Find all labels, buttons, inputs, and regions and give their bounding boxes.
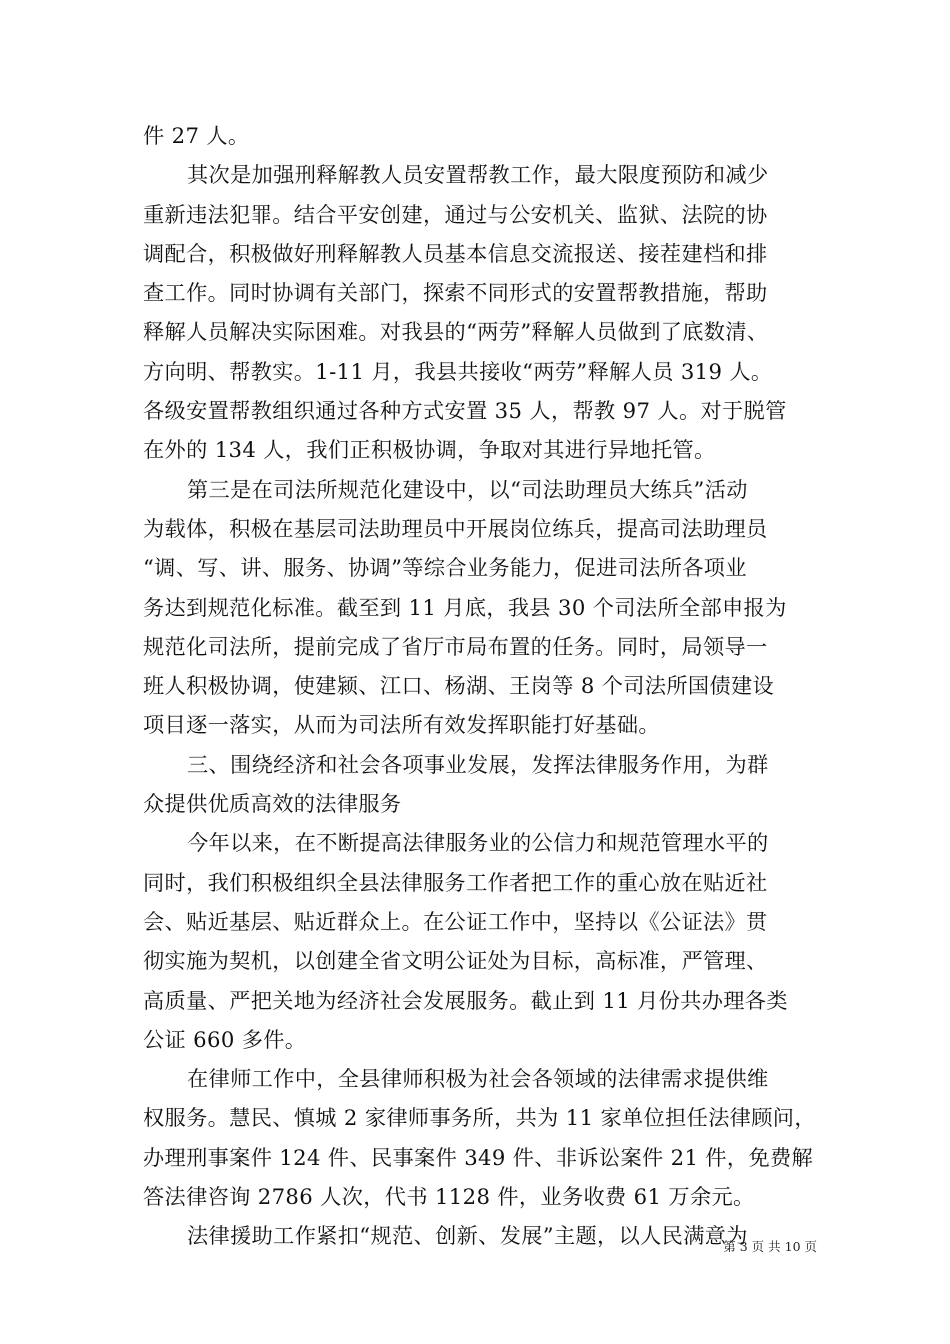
text-line: 调配合，积极做好刑释解教人员基本信息交流报送、接茬建档和排	[143, 240, 768, 266]
text-line: 公证 660 多件。	[143, 1026, 307, 1052]
text-line: 查工作。同时协调有关部门，探索不同形式的安置帮教措施，帮助	[143, 280, 768, 306]
page-number-footer: 第 3 页 共 10 页	[723, 1239, 817, 1254]
text-line: 重新违法犯罪。结合平安创建，通过与公安机关、监狱、法院的协	[143, 201, 768, 227]
text-line: 为载体，积极在基层司法助理员中开展岗位练兵，提高司法助理员	[143, 515, 768, 541]
paragraph-start-line: 法律援助工作紧扣“规范、创新、发展”主题，以人民满意为	[187, 1223, 748, 1249]
paragraph-start-line: 今年以来，在不断提高法律服务业的公信力和规范管理水平的	[187, 830, 769, 856]
body-text	[143, 116, 816, 1256]
text-line: 彻实施为契机，以创建全省文明公证处为目标，高标准，严管理、	[143, 948, 768, 974]
paragraph-start-line: 第三是在司法所规范化建设中，以“司法助理员大练兵”活动	[187, 476, 748, 502]
text-line: 班人积极协调，使建颍、江口、杨湖、王岗等 8 个司法所国债建设	[143, 673, 775, 699]
text-line: 各级安置帮教组织通过各种方式安置 35 人，帮教 97 人。对于脱管	[143, 398, 787, 424]
text-line: 高质量、严把关地为经济社会发展服务。截止到 11 月份共办理各类	[143, 987, 788, 1013]
text-line: 方向明、帮教实。1-11 月，我县共接收“两劳”释解人员 319 人。	[143, 358, 773, 384]
text-line: 规范化司法所，提前完成了省厅市局布置的任务。同时，局领导一	[143, 633, 768, 659]
text-line: 办理刑事案件 124 件、民事案件 349 件、非诉讼案件 21 件，免费解	[143, 1144, 814, 1170]
section-heading-line: 众提供优质高效的法律服务	[143, 791, 402, 817]
section-heading-line: 三、围绕经济和社会各项事业发展，发挥法律服务作用，为群	[187, 751, 769, 777]
text-line: 件 27 人。	[143, 123, 250, 148]
paragraph-start-line: 在律师工作中，全县律师积极为社会各领域的法律需求提供维	[187, 1066, 769, 1092]
text-line: 释解人员解决实际困难。对我县的“两劳”释解人员做到了底数清、	[143, 319, 769, 345]
text-line: 务达到规范化标准。截至到 11 月底，我县 30 个司法所全部申报为	[143, 594, 787, 620]
paragraph-start-line: 其次是加强刑释解教人员安置帮教工作，最大限度预防和减少	[187, 162, 769, 188]
text-line: 答法律咨询 2786 人次，代书 1128 件，业务收费 61 万余元。	[143, 1184, 755, 1210]
text-line: “调、写、讲、服务、协调”等综合业务能力，促进司法所各项业	[143, 555, 747, 581]
text-line: 项目逐一落实，从而为司法所有效发挥职能打好基础。	[143, 712, 660, 738]
text-line: 权服务。慧民、慎城 2 家律师事务所，共为 11 家单位担任法律顾问，	[143, 1105, 816, 1131]
text-line: 在外的 134 人，我们正积极协调，争取对其进行异地托管。	[143, 437, 716, 463]
text-line: 会、贴近基层、贴近群众上。在公证工作中，坚持以《公证法》贯	[143, 908, 768, 934]
text-line: 同时，我们积极组织全县法律服务工作者把工作的重心放在贴近社	[143, 869, 768, 895]
